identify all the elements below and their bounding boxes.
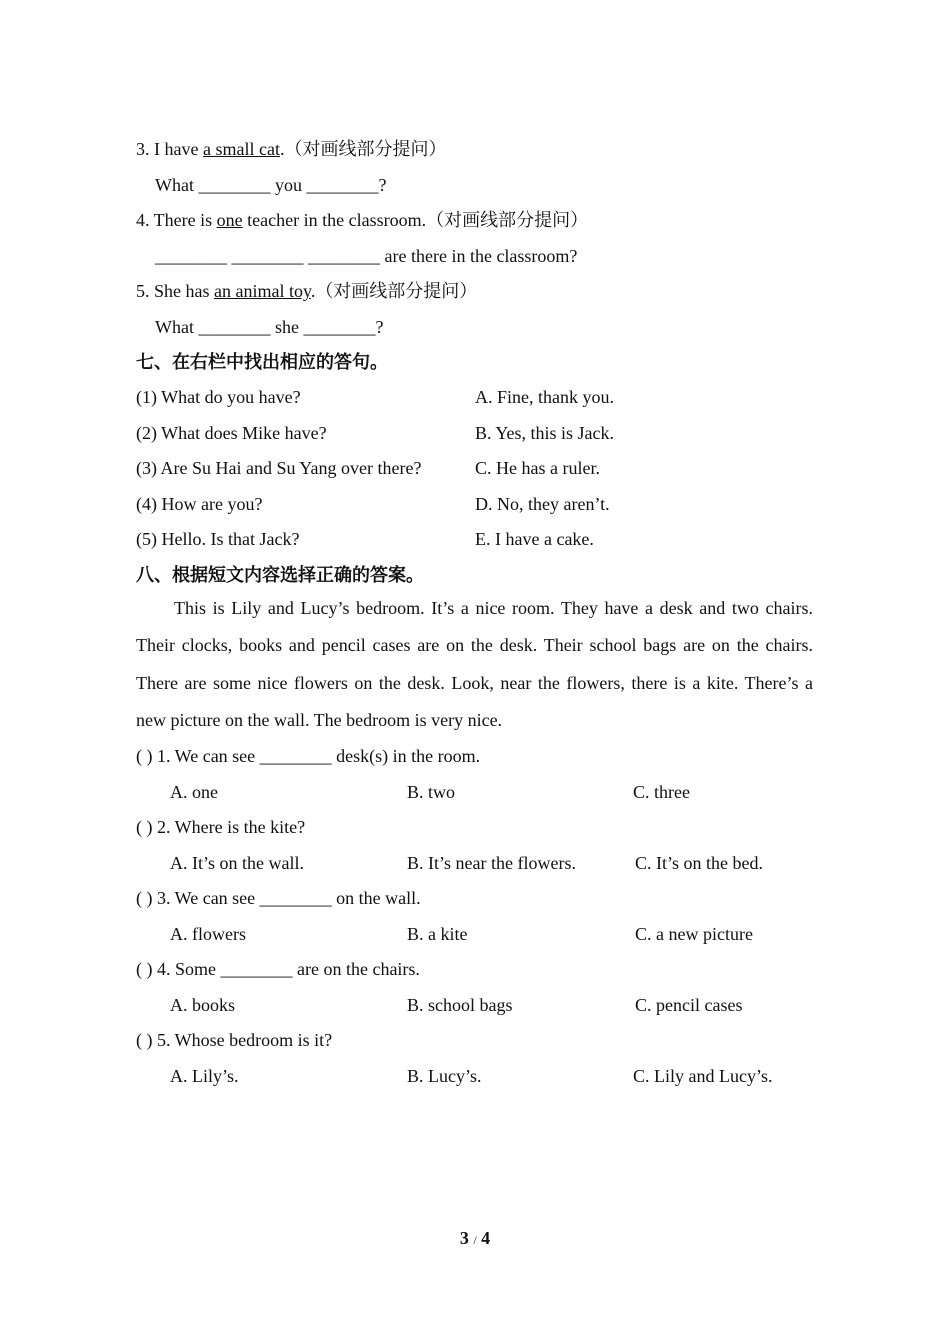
option-a: A. It’s on the wall. — [170, 853, 304, 873]
match-right-c: C. He has a ruler. — [475, 458, 600, 478]
option-a: A. Lily’s. — [170, 1066, 239, 1086]
match-left-4: (4) How are you? — [136, 494, 263, 514]
reading-passage: This is Lily and Lucy’s bedroom. It’s a nice room. They have a desk and two chairs. Their clocks, books and pencil cases are on the desk. Their school bags are on the chairs. There are some nice flowers on the desk. Look, near the flowers, there is a kite. There’s a new picture on the wall. The bedroom is very nice. — [136, 598, 813, 730]
option-b: B. a kite — [407, 924, 468, 944]
mc-question-1: ( ) 1. We can see ________ desk(s) in the room. — [136, 746, 481, 766]
match-right-b: B. Yes, this is Jack. — [475, 423, 615, 443]
option-b: B. It’s near the flowers. — [407, 853, 576, 873]
mc-question-2: ( ) 2. Where is the kite? — [136, 817, 306, 837]
option-c: C. a new picture — [635, 924, 753, 944]
answer-line-3: What ________ you ________? — [155, 175, 387, 195]
option-c: C. pencil cases — [635, 995, 743, 1015]
mc-question-5: ( ) 5. Whose bedroom is it? — [136, 1030, 333, 1050]
question-4: 4. There is one teacher in the classroom.（对画线部分提问） — [136, 210, 589, 230]
section-7-title: 七、在右栏中找出相应的答句。 — [136, 352, 388, 372]
match-right-a: A. Fine, thank you. — [475, 387, 614, 407]
section-8-title: 八、根据短文内容选择正确的答案。 — [136, 565, 424, 585]
match-left-3: (3) Are Su Hai and Su Yang over there? — [136, 458, 422, 478]
match-left-2: (2) What does Mike have? — [136, 423, 327, 443]
answer-line-4: ________ ________ ________ are there in the classroom? — [155, 246, 578, 266]
option-a: A. books — [170, 995, 236, 1015]
match-left-1: (1) What do you have? — [136, 387, 301, 407]
answer-line-5: What ________ she ________? — [155, 317, 384, 337]
option-b: B. two — [407, 782, 456, 802]
option-b: B. Lucy’s. — [407, 1066, 482, 1086]
option-c: C. Lily and Lucy’s. — [633, 1066, 773, 1086]
question-3: 3. I have a small cat.（对画线部分提问） — [136, 139, 447, 159]
underlined-phrase: one — [216, 210, 243, 230]
mc-question-3: ( ) 3. We can see ________ on the wall. — [136, 888, 421, 908]
match-right-d: D. No, they aren’t. — [475, 494, 610, 514]
option-b: B. school bags — [407, 995, 513, 1015]
option-c: C. three — [633, 782, 690, 802]
underlined-phrase: a small cat — [202, 139, 280, 159]
option-a: A. one — [170, 782, 218, 802]
mc-question-4: ( ) 4. Some ________ are on the chairs. — [136, 959, 420, 979]
match-right-e: E. I have a cake. — [475, 529, 594, 549]
page-number: 3 / 4 — [459, 1228, 491, 1248]
option-c: C. It’s on the bed. — [635, 853, 763, 873]
underlined-phrase: an animal toy — [214, 281, 311, 301]
question-5: 5. She has an animal toy.（对画线部分提问） — [136, 281, 478, 301]
match-left-5: (5) Hello. Is that Jack? — [136, 529, 300, 549]
option-a: A. flowers — [170, 924, 246, 944]
